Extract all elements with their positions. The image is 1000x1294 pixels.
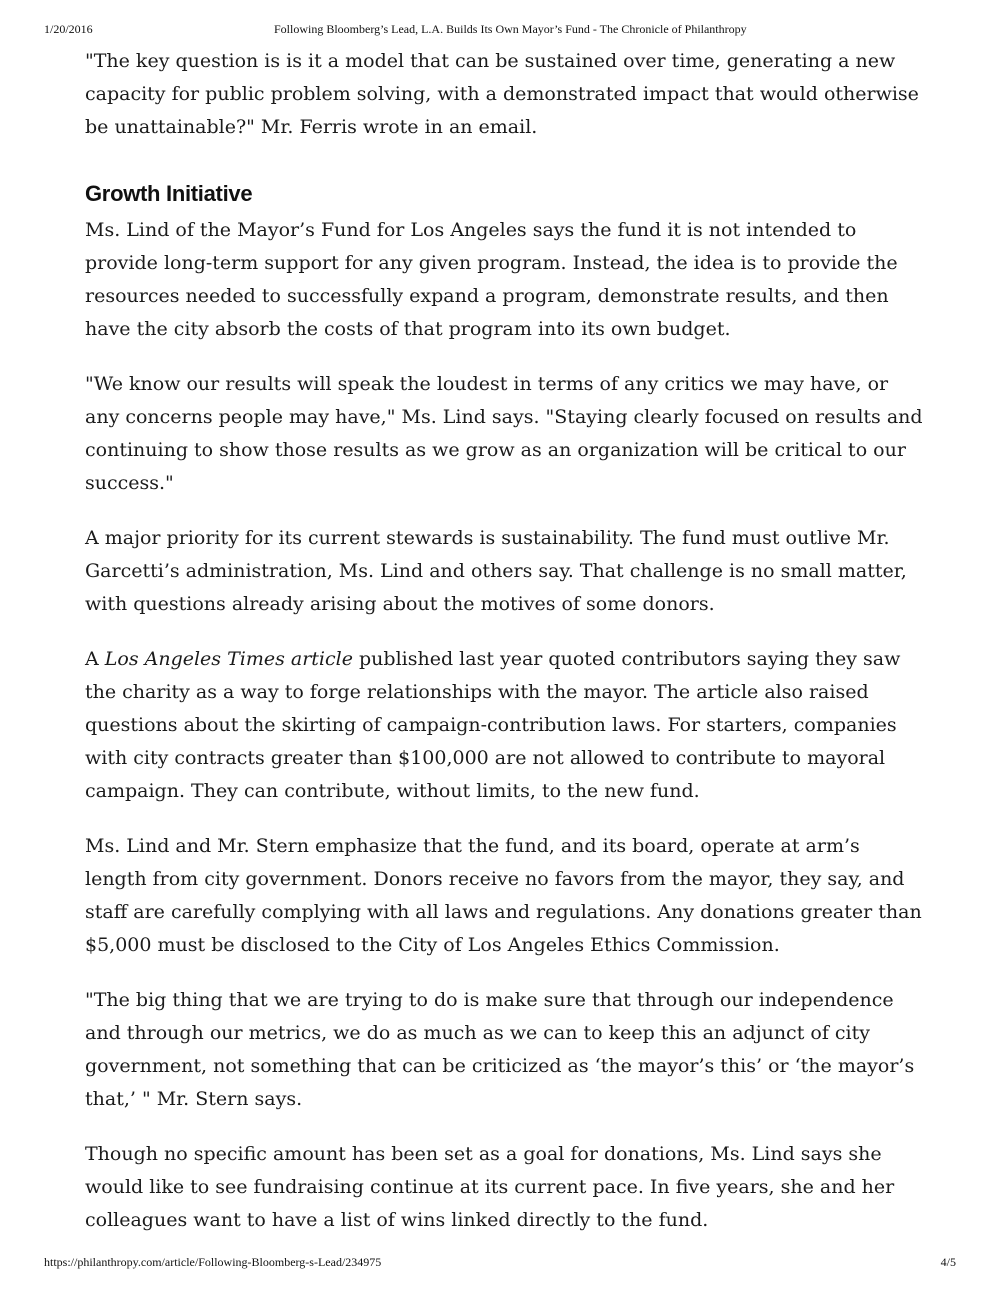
paragraph-stern-quote: "The big thing that we are trying to do is make sure that through our independence and through our metrics, we do as much as we can to keep this an adjunct of city government, not something that can be criticized as ‘the mayor’s this’ or ‘the mayor’s that,’ " Mr. Stern says.: [85, 989, 915, 1110]
source-url[interactable]: https://philanthropy.com/article/Following-Bloomberg-s-Lead/234975: [44, 1255, 382, 1269]
paragraph-arms-length: Ms. Lind and Mr. Stern emphasize that the fund, and its board, operate at arm’s length from city government. Donors receive no favors from the mayor, they say, and staff are carefully complying with all laws and regulations. Any donations greater than $5,000 must be disclosed to the City of Los Angeles Ethics Commission.: [85, 835, 922, 956]
paragraph-lind-fund-purpose: Ms. Lind of the Mayor’s Fund for Los Angeles says the fund it is not intended to provide long-term support for any given program. Instead, the idea is to provide the resources needed to successfully expand a program, demonstrate results, and then have the city absorb the costs of that program into its own budget.: [85, 219, 898, 340]
paragraph-fundraising-goal: Though no specific amount has been set as a goal for donations, Ms. Lind says she would like to see fundraising continue at its current pace. In five years, she and her colleagues want to have a list of wins linked directly to the fund.: [85, 1143, 895, 1231]
print-header: [44, 22, 956, 40]
paragraph-lind-results-quote: "We know our results will speak the loudest in terms of any critics we may have, or any concerns people may have," Ms. Lind says. "Staying clearly focused on results and continuing to show those results as we grow as an organization will be critical to our success.": [85, 373, 923, 494]
article-body: [85, 45, 925, 1259]
page-number: 4/5: [940, 1255, 956, 1269]
print-footer: [44, 1255, 956, 1273]
la-times-body-text: published last year quoted contributors saying they saw the charity as a way to forge relationships with the mayor. The article also raised questions about the skirting of campaign-contribution laws. For starters, companies with city contracts greater than $100,000 are not allowed to contribute to mayoral campaign. They can contribute, without limits, to the new fund.: [85, 648, 901, 802]
la-times-article-link[interactable]: Los Angeles Times article: [104, 648, 353, 670]
document-title: Following Bloomberg’s Lead, L.A. Builds Its Own Mayor’s Fund - The Chronicle of Philanthropy: [274, 22, 747, 36]
paragraph-sustainability: A major priority for its current stewards is sustainability. The fund must outlive Mr. Garcetti’s administration, Ms. Lind and others say. That challenge is no small matter, with questions already arising about the motives of some donors.: [85, 527, 907, 615]
paragraph-la-times-article: [85, 643, 925, 808]
la-times-lead-text: A: [85, 648, 105, 670]
paragraph-ferris-quote: "The key question is is it a model that can be sustained over time, generating a new capacity for public problem solving, with a demonstrated impact that would otherwise be unattainable?" Mr. Ferris wrote in an email.: [85, 50, 919, 138]
print-date: 1/20/2016: [44, 22, 93, 36]
section-heading-growth-initiative: Growth Initiative: [85, 181, 253, 206]
